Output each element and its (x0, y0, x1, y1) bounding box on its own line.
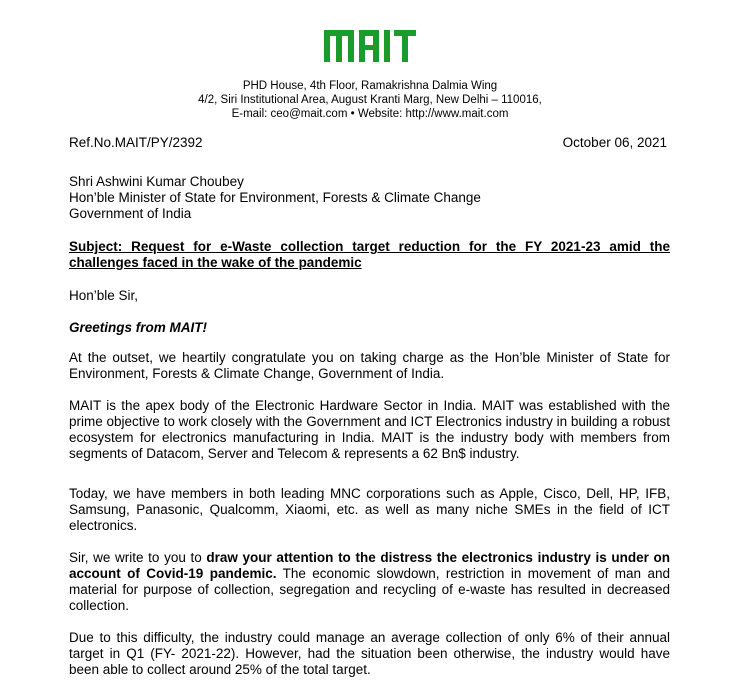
recipient-title: Hon’ble Minister of State for Environment, Forests & Climate Change (69, 190, 481, 205)
recipient-name: Shri Ashwini Kumar Choubey (69, 174, 244, 189)
letterhead-address (0, 79, 740, 121)
paragraph-distress-intro: Sir, we write to you to (69, 550, 207, 565)
address-line-2: 4/2, Siri Institutional Area, August Kranti Marg, New Delhi – 110016, (198, 94, 542, 106)
paragraph-collection: Due to this difficulty, the industry could manage an average collection of only 6% of their annual target in Q1 (FY- 2021-22). However, had the situation been otherwise, the industry would have been able to collect around 25% of the total target. (69, 630, 670, 677)
reference-number: Ref.No.MAIT/PY/2392 (69, 135, 203, 150)
paragraph-distress-emphasis: draw your attention to the distress the electronics industry is under on account of Covid-19 pandemic. (69, 550, 670, 581)
letter-date: October 06, 2021 (562, 135, 667, 150)
mait-logo-mark (324, 28, 416, 64)
paragraph-distress (69, 550, 670, 614)
paragraph-about-mait: MAIT is the apex body of the Electronic Hardware Sector in India. MAIT was established with the prime objective to work closely with the Government and ICT Electronics industry in building a robust ecosystem for electronics manufacturing in India. MAIT is the industry body with members from segments of Datacom, Server and Telecom & represents a 62 Bn$ industry. (69, 398, 670, 461)
address-line-3: E-mail: ceo@mait.com • Website: http://www.mait.com (231, 108, 509, 120)
paragraph-members: Today, we have members in both leading MNC corporations such as Apple, Cisco, Dell, HP, IFB, Samsung, Panasonic, Qualcomm, Xiaomi, etc. as well as many niche SMEs in the field of ICT electronics. (69, 486, 670, 533)
paragraph-distress-rest: The economic slowdown, restriction in movement of man and material for purpose of collection, segregation and recycling of e-waste has resulted in decreased collection. (69, 566, 670, 613)
recipient-org: Government of India (69, 206, 192, 221)
paragraph-congratulations: At the outset, we heartily congratulate you on taking charge as the Hon’ble Minister of State for Environment, Forests & Climate Change, Government of India. (69, 350, 670, 381)
salutation: Hon’ble Sir, (69, 288, 139, 303)
letter-subject: Subject: Request for e-Waste collection target reduction for the FY 2021-23 amid the challenges faced in the wake of the pandemic (69, 239, 670, 270)
mait-logo (0, 28, 740, 69)
recipient-block (69, 174, 679, 222)
greeting: Greetings from MAIT! (69, 320, 208, 335)
address-line-1: PHD House, 4th Floor, Ramakrishna Dalmia Wing (242, 80, 498, 92)
